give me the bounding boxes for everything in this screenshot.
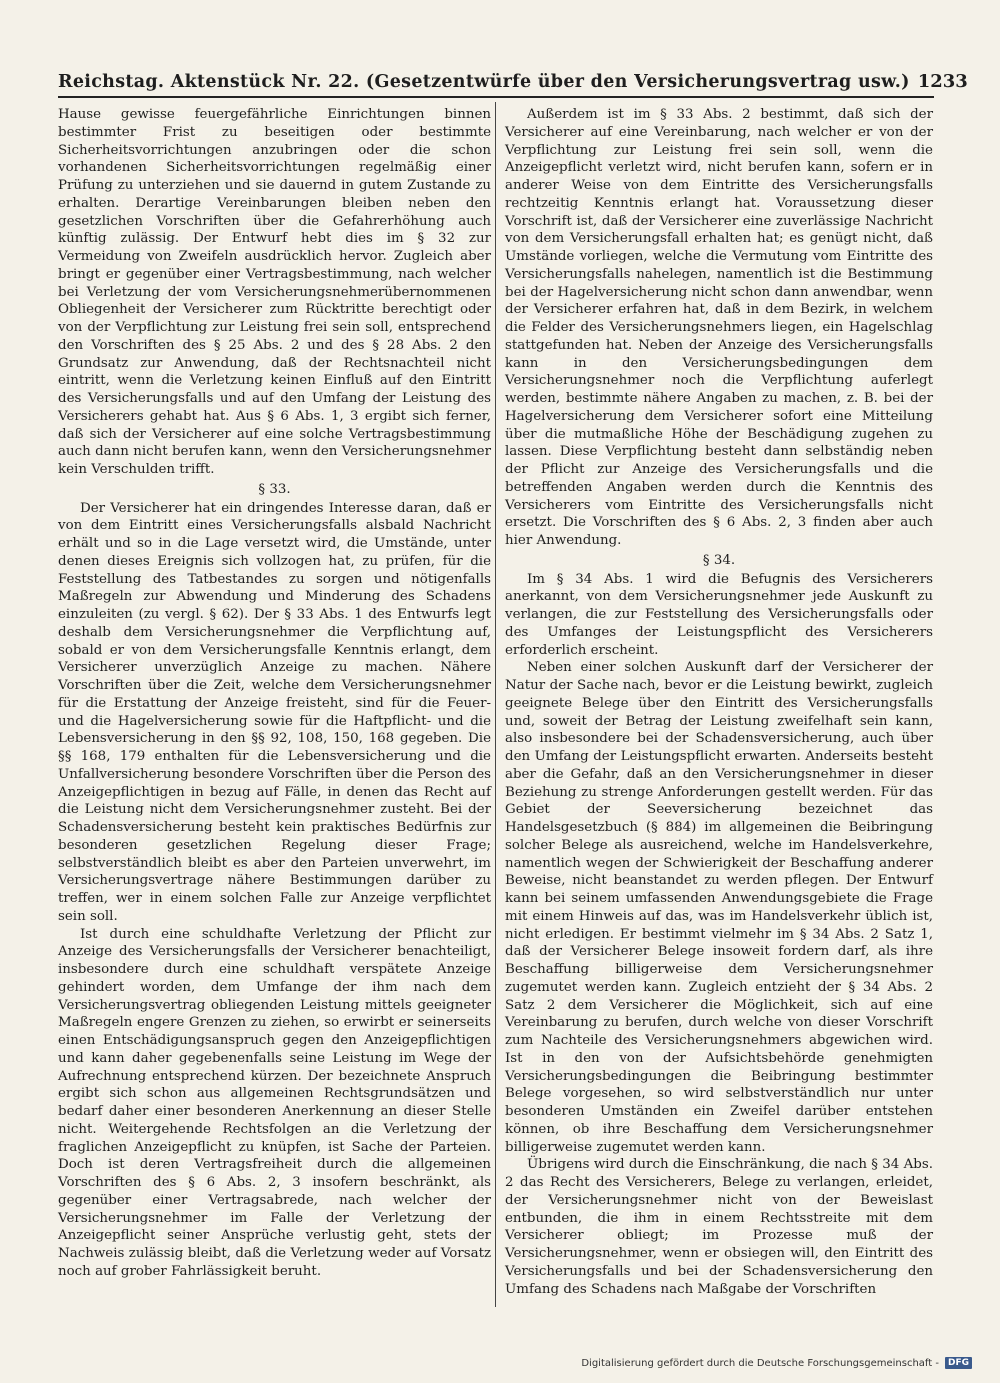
paragraph: Hause gewisse feuergefährliche Einrichtungen binnen bestimmter Frist zu beseitigen oder bestimmte Sicherheitsvorrichtungen anzubringen oder die schon vorhandenen Sicherheitsvorrichtungen regelmäßig einer Prüfung zu unterziehen und sie dauernd in gutem Zustande zu erhalten. Derartige Vereinbarungen bleiben neben den gesetzlichen Vorschriften über die Gefahrerhöhung auch künftig zulässig. Der Entwurf hebt dies im § 32 zur Vermeidung von Zweifeln ausdrücklich hervor. Zugleich aber bringt er gegenüber einer Vertragsbestimmung, nach welcher bei Verletzung der vom Versicherungsnehmerübernommenen Obliegenheit der Versicherer zum Rücktritte berechtigt oder von der Verpflichtung zur Leistung frei sein soll, entsprechend den Vorschriften des § 25 Abs. 2 und des § 28 Abs. 2 den Grundsatz zur Anwendung, daß der Rechtsnachteil nicht eintritt, wenn die Verletzung keinen Einfluß auf den Eintritt des Versicherungsfalls und auf den Umfang der Leistung des Versicherers gehabt hat. Aus § 6 Abs. 1, 3 ergibt sich ferner, daß sich der Versicherer auf eine solche Vertragsbestimmung auch dann nicht berufen kann, wenn den Versicherungsnehmer kein Verschulden trifft. bbox=[58, 107, 491, 477]
right-column bbox=[505, 106, 933, 1298]
paragraph: Außerdem ist im § 33 Abs. 2 bestimmt, daß sich der Versicherer auf eine Vereinbarung, nach welcher er von der Verpflichtung zur Leistung frei sein soll, wenn die Anzeigepflicht verletzt wird, nicht berufen kann, sofern er in anderer Weise von dem Eintritte des Versicherungsfalls rechtzeitig Kenntnis erlangt hat. Voraussetzung dieser Vorschrift ist, daß der Versicherer eine zuverlässige Nachricht von dem Versicherungsfall erhalten hat; es genügt nicht, daß Umstände vorliegen, welche die Vermutung vom Eintritte des Versicherungsfalls nahelegen, namentlich ist die Bestimmung bei der Hagelversicherung nicht schon dann anwendbar, wenn der Versicherer erfahren hat, daß in dem Bezirk, in welchem die Felder des Versicherungsnehmers liegen, ein Hagelschlag stattgefunden hat. Neben der Anzeige des Versicherungsfalls kann in den Versicherungsbedingungen dem Versicherungsnehmer noch die Verpflichtung auferlegt werden, bestimmte nähere Angaben zu machen, z. B. bei der Hagelversicherung dem Versicherer sofort eine Mitteilung über die mutmaßliche Höhe der Beschädigung zugehen zu lassen. Diese Verpflichtung besteht dann selbständig neben der Pflicht zur Anzeige des Versicherungsfalls und die betreffenden Angaben werden durch die Kenntnis des Versicherers vom Eintritte des Versicherungsfalls nicht ersetzt. Die Vorschriften des § 6 Abs. 2, 3 finden aber auch hier Anwendung. bbox=[505, 107, 933, 548]
paragraph: Neben einer solchen Auskunft darf der Versicherer der Natur der Sache nach, bevor er die Leistung bewirkt, zugleich geeignete Belege über den Eintritt des Versicherungsfalls und, soweit der Betrag der Leistung zweifelhaft sein kann, also insbesondere bei der Schadensversicherung, auch über den Umfang der Leistungspflicht erwarten. Anderseits besteht aber die Gefahr, daß an den Versicherungsnehmer in dieser Beziehung zu strenge Anforderungen gestellt werden. Für das Gebiet der Seeversicherung bezeichnet das Handelsgesetzbuch (§ 884) im allgemeinen die Beibringung solcher Belege als ausreichend, welche im Handelsverkehre, namentlich wegen der Schwierigkeit der Beschaffung anderer Beweise, nicht beanstandet zu werden pflegen. Der Entwurf kann bei seinem umfassenden Anwendungsgebiete die Frage mit einem Hinweis auf das, was im Handelsverkehr üblich ist, nicht erledigen. Er bestimmt vielmehr im § 34 Abs. 2 Satz 1, daß der Versicherer Belege insoweit fordern darf, als ihre Beschaffung billigerweise dem Versicherungsnehmer zugemutet werden kann. Zugleich entzieht der § 34 Abs. 2 Satz 2 dem Versicherer die Möglichkeit, sich auf eine Vereinbarung zu berufen, durch welche von dieser Vorschrift zum Nachteile des Versicherungsnehmers abgewichen wird. Ist in den von der Aufsichtsbehörde genehmigten Versicherungsbedingungen die Beibringung bestimmter Belege vorgesehen, so wird selbstverständlich nur unter besonderen Umständen ein Zweifel darüber entstehen können, ob ihre Beschaffung dem Versicherungsnehmer billigerweise zugemutet werden kann. bbox=[505, 660, 933, 1155]
running-title: Reichstag. Aktenstück Nr. 22. (Gesetzentwürfe über den Versicherungsvertrag usw.) bbox=[58, 72, 910, 92]
header-rule bbox=[58, 96, 934, 98]
column-divider bbox=[495, 102, 496, 1307]
left-column bbox=[58, 106, 491, 1281]
paragraph: Der Versicherer hat ein dringendes Interesse daran, daß er von dem Eintritt eines Versicherungsfalls alsbald Nachricht erhält und so in die Lage versetzt wird, die Umstände, unter denen dieses Ereignis sich vollzogen hat, zu prüfen, für die Feststellung des Tatbestandes zu sorgen und nötigenfalls Maßregeln zur Abwendung und Minderung des Schadens einzuleiten (zu vergl. § 62). Der § 33 Abs. 1 des Entwurfs legt deshalb dem Versicherungsnehmer die Verpflichtung auf, sobald er von dem Versicherungsfalle Kenntnis erlangt, dem Versicherer unverzüglich Anzeige zu machen. Nähere Vorschriften über die Zeit, welche dem Versicherungsnehmer für die Erstattung der Anzeige freisteht, sind für die Feuer- und die Hagelversicherung sowie für die Haftpflicht- und die Lebensversicherung in den §§ 92, 108, 150, 168 gegeben. Die §§ 168, 179 enthalten für die Lebensversicherung und die Unfallversicherung besondere Vorschriften über die Person des Anzeigepflichtigen in bezug auf Fälle, in denen das Recht auf die Leistung nicht dem Versicherungsnehmer zusteht. Bei der Schadensversicherung besteht kein praktisches Bedürfnis zur besonderen gesetzlichen Regelung dieser Frage; selbstverständlich bleibt es aber den Parteien unverwehrt, im Versicherungsvertrage nähere Bestimmungen darüber zu treffen, wer in einem solchen Falle zur Anzeige verpflichtet sein soll. bbox=[58, 500, 491, 924]
section-heading: § 34. bbox=[702, 552, 736, 568]
paragraph: Übrigens wird durch die Einschränkung, die nach § 34 Abs. 2 das Recht des Versicherers, Belege zu verlangen, erleidet, der Versicherungsnehmer nicht von der Beweislast entbunden, die ihm in einem Rechtsstreite mit dem Versicherer obliegt; im Prozesse muß der Versicherungsnehmer, wenn er obsiegen will, den Eintritt des Versicherungsfalls und bei der Schadensversicherung den Umfang des Schadens nach Maßgabe der Vorschriften bbox=[505, 1157, 933, 1297]
page-number: 1233 bbox=[917, 71, 968, 92]
page-header bbox=[58, 58, 968, 92]
digitization-credit bbox=[581, 1357, 972, 1369]
credit-text: Digitalisierung gefördert durch die Deutsche Forschungsgemeinschaft - bbox=[581, 1357, 939, 1369]
section-heading: § 33. bbox=[258, 481, 291, 497]
paragraph: Ist durch eine schuldhafte Verletzung der Pflicht zur Anzeige des Versicherungsfalls der Versicherer benachteiligt, insbesondere durch eine schuldhaft verspätete Anzeige gehindert worden, dem Umfange der ihm nach dem Versicherungsvertrag obliegenden Leistung mittels geeigneter Maßregeln engere Grenzen zu ziehen, so erwirbt er seinerseits einen Entschädigungsanspruch gegen den Anzeigepflichtigen und kann daher gegebenenfalls seine Leistung im Wege der Aufrechnung entsprechend kürzen. Der bezeichnete Anspruch ergibt sich schon aus allgemeinen Rechtsgrundsätzen und bedarf daher einer besonderen Anerkennung an dieser Stelle nicht. Weitergehende Rechtsfolgen an die Verletzung der fraglichen Anzeigepflicht zu knüpfen, ist Sache der Parteien. Doch ist deren Vertragsfreiheit durch die allgemeinen Vorschriften des § 6 Abs. 2, 3 insofern beschränkt, als gegenüber einer Vertragsabrede, nach welcher der Versicherungsnehmer im Falle der Verletzung der Anzeigepflicht seiner Ansprüche verlustig geht, stets der Nachweis zulässig bleibt, daß die Verletzung weder auf Vorsatz noch auf grober Fahrlässigkeit beruht. bbox=[58, 926, 491, 1279]
paragraph: Im § 34 Abs. 1 wird die Befugnis des Versicherers anerkannt, von dem Versicherungsnehmer jede Auskunft zu verlangen, die zur Feststellung des Versicherungsfalls oder des Umfanges der Leistungspflicht des Versicherers erforderlich erscheint. bbox=[505, 571, 933, 658]
dfg-logo: DFG bbox=[945, 1357, 972, 1369]
